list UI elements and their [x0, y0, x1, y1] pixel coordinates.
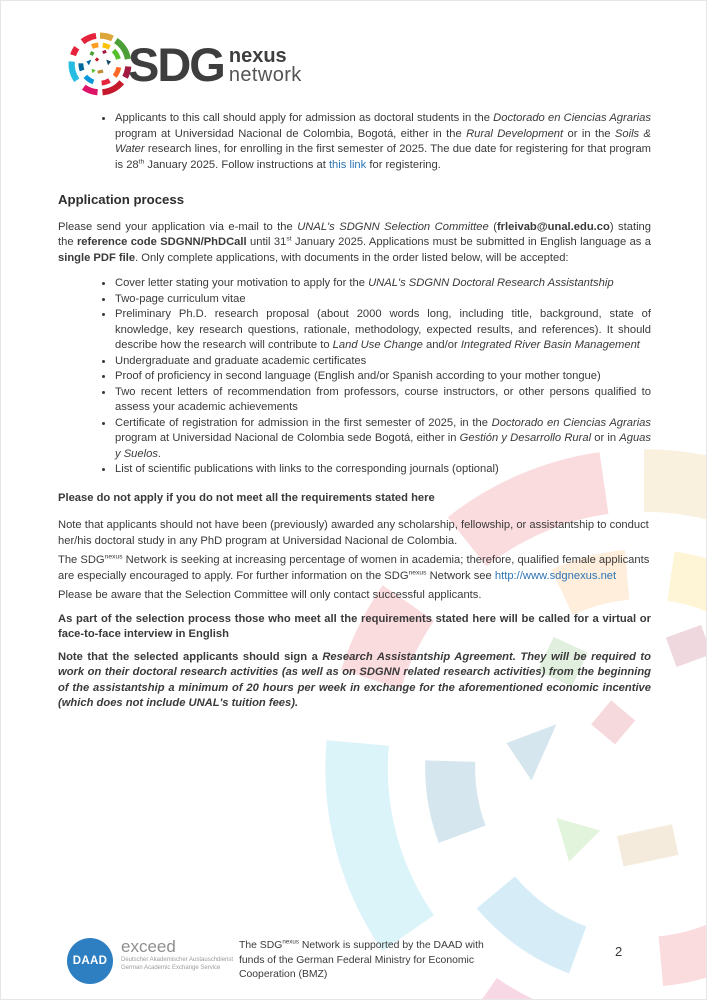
application-instructions-paragraph	[58, 220, 651, 267]
daad-logo-text: DAAD	[72, 955, 108, 967]
page-footer	[1, 931, 707, 995]
sdg-nexus-network-logo	[63, 27, 302, 101]
text-run: for registering.	[366, 158, 441, 171]
text-run: nexus	[104, 553, 123, 561]
sdgnexus-website-link[interactable]: http://www.sdgnexus.net	[494, 569, 617, 582]
text-run: nexus	[408, 568, 427, 576]
logo-nexus-text: nexus	[228, 45, 287, 67]
text-run: Soils & Water	[115, 127, 652, 155]
text-run: Aguas y Suelos	[115, 432, 651, 460]
text-run: th	[138, 157, 145, 165]
application-checklist	[58, 276, 651, 478]
text-run: .	[157, 447, 162, 460]
text-run: UNAL's SDGNN Doctoral Research Assistantship	[368, 277, 614, 289]
text-run: UNAL's SDGNN Selection Committee	[297, 220, 489, 233]
text-run: Network is supported by the DAAD with funds of the German Federal Ministry for Economic Cooperation (BMZ)	[239, 940, 484, 980]
support-statement	[239, 939, 503, 983]
text-run: Please be aware that the Selection Committee will only contact successful applicants.	[58, 589, 482, 601]
list-item	[114, 111, 651, 173]
text-run: Cover letter stating your motivation to apply for the	[115, 277, 369, 289]
interview-paragraph	[58, 612, 651, 643]
text-run: Note that applicants should not have been (previously) awarded any scholarship, fellowship, or assistantship to conduct her/his doctoral study in any PhD program at Universidad Nacional de Colombia.	[58, 519, 649, 547]
text-run: Please send your application via e-mail to the	[58, 220, 298, 233]
text-run: single PDF file	[58, 251, 136, 264]
text-run: program at Universidad Nacional de Colombia sede Bogotá, either in	[115, 432, 460, 444]
text-run: Land Use Change	[332, 339, 423, 351]
note-women-encouraged	[58, 553, 651, 584]
text-run: and/or	[422, 339, 461, 351]
text-run: Doctorado en Ciencias Agrarias	[491, 416, 651, 429]
text-run: The SDG	[239, 940, 283, 951]
text-run: Two-page curriculum vitae	[115, 292, 246, 305]
text-run: Note that the selected applicants should sign a	[58, 650, 323, 663]
text-run: nexus	[282, 938, 299, 946]
daad-subtitle-german: Deutscher Akademischer Austauschdienst	[121, 957, 234, 963]
agreement-paragraph	[58, 650, 651, 712]
note-contact-successful	[58, 588, 651, 604]
logo-network-text: network	[228, 64, 302, 86]
text-run: As part of the selection process those who meet all the requirements stated here will be called for a virtual or face-to-face interview in English	[58, 612, 651, 640]
intro-bullet-list	[58, 111, 651, 173]
text-run: The SDG	[58, 554, 105, 566]
text-run: January 2025. Follow instructions at	[144, 158, 329, 171]
page-number: 2	[615, 944, 623, 959]
text-run: Applicants to this call should apply for admission as doctoral students in the	[115, 112, 494, 124]
list-item	[114, 354, 651, 370]
text-run: st	[286, 235, 292, 243]
text-run: frleivab@unal.edu.co	[496, 220, 610, 233]
text-run: . Only complete applications, with documents in the order listed below, will be accepted:	[135, 251, 569, 264]
text-run: Rural Development	[466, 127, 564, 140]
text-run: Doctorado en Ciencias Agrarias	[493, 112, 651, 124]
text-run: or in the	[563, 127, 615, 140]
text-run: Certificate of registration for admission in the first semester of 2025, in the	[115, 416, 492, 429]
daad-logo	[67, 938, 113, 984]
text-run: research lines, for enrolling in the first semester of 2025. The due date for registering for that program is 28	[115, 143, 651, 171]
logo-sdg-text: SDG	[128, 37, 224, 91]
list-item	[114, 369, 651, 385]
text-run: Please do not apply if you do not meet all the requirements stated here	[58, 491, 435, 504]
text-run: until 31	[246, 236, 287, 248]
text-run: Research Assistantship Agreement. They will be required to work on their doctoral research activities (as well as on SDGNN related research activities) from the beginning of the assistantship a minimum of 20 hours per week in exchange for the aforementioned economic incentive (which does not include UNAL's tuition fees).	[58, 650, 651, 709]
registration-link[interactable]: this link	[328, 158, 367, 171]
section-heading: Application process	[58, 192, 185, 207]
note-previous-awards	[58, 518, 651, 549]
sdg-wheel-icon	[63, 27, 137, 101]
text-run: Two recent letters of recommendation from professors, course instructors, or other persons qualified to assess your academic achievements	[115, 385, 651, 413]
page-content	[58, 111, 651, 712]
text-run: Network see	[426, 569, 495, 582]
exceed-logo	[121, 937, 233, 972]
exceed-logo-text: exceed	[121, 937, 176, 956]
text-run: program at Universidad Nacional de Colombia, Bogotá, either in the	[115, 127, 467, 140]
text-run: Gestión y Desarrollo Rural	[459, 432, 592, 444]
text-run: Network is seeking at increasing percentage of women in academia; therefore, qualified female applicants are especially encouraged to apply. For further information on the SDG	[58, 554, 650, 582]
logo-wordmark	[229, 47, 302, 85]
text-run: reference code SDGNN/PhDCall	[76, 236, 247, 248]
list-item	[114, 416, 651, 463]
requirements-warning	[58, 491, 651, 507]
text-run: or in	[591, 432, 620, 444]
list-item	[114, 462, 651, 478]
text-run: Integrated River Basin Management	[460, 339, 640, 351]
text-run: (	[488, 220, 497, 233]
list-item	[114, 385, 651, 416]
text-run: Proof of proficiency in second language (English and/or Spanish according to your mother tongue)	[115, 370, 601, 382]
list-item	[114, 307, 651, 354]
list-item	[114, 292, 651, 308]
text-run: January 2025. Applications must be submitted in English language as a	[291, 236, 651, 248]
daad-subtitle-english: German Academic Exchange Service	[121, 964, 221, 971]
text-run: Preliminary Ph.D. research proposal (about 2000 words long, including title, background, state of knowledge, key research questions, rationale, methodology, expected results, and references). It should describe how the research will contribute to	[115, 308, 651, 351]
text-run: Undergraduate and graduate academic certificates	[115, 354, 367, 367]
list-item	[114, 276, 651, 292]
text-run: ) stating the	[58, 220, 651, 248]
text-run: List of scientific publications with links to the corresponding journals (optional)	[115, 463, 499, 475]
